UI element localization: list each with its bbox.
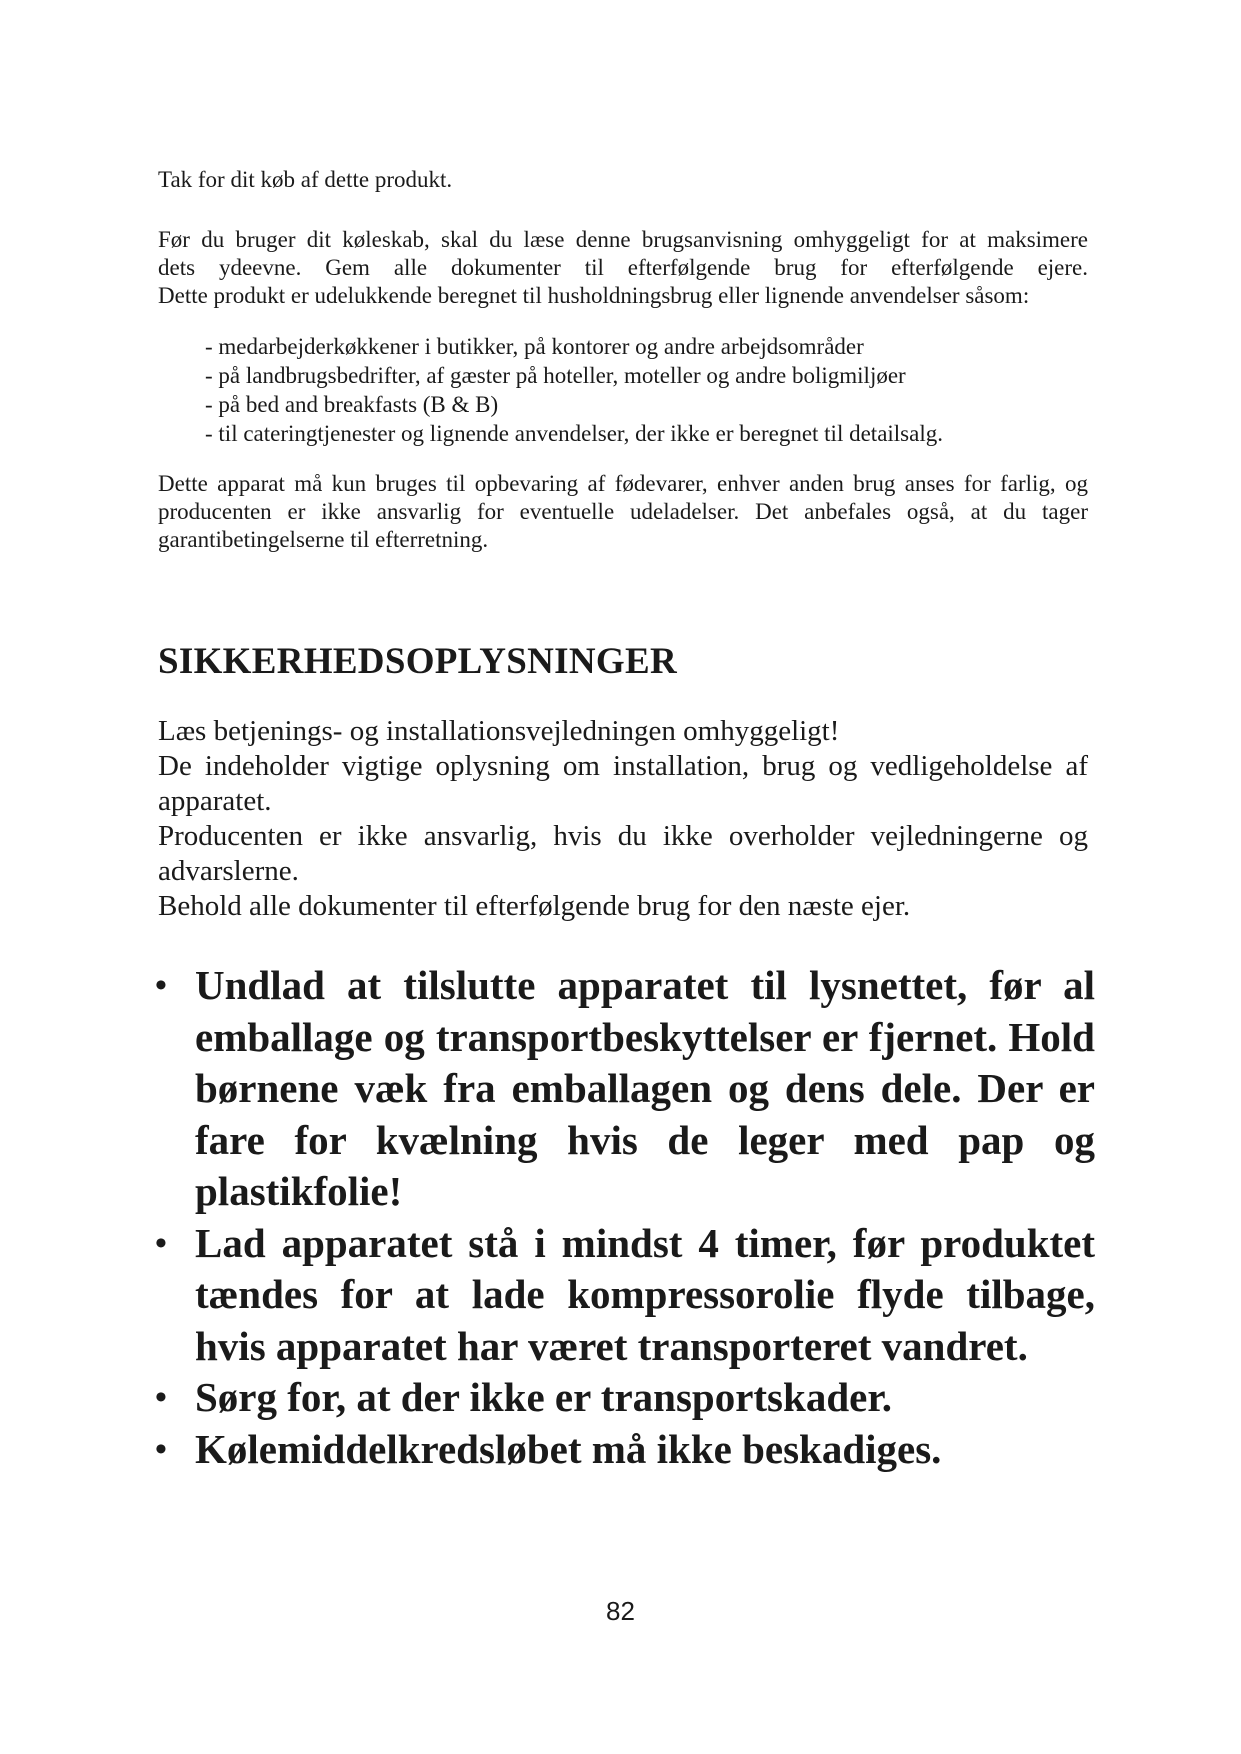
intro-line: Dette produkt er udelukkende beregnet til husholdningsbrug eller lignende anvendelser såsom: xyxy=(158,283,1030,308)
safety-paragraph: Læs betjenings- og installationsvejledningen omhyggeligt! xyxy=(158,715,840,747)
safety-bullet xyxy=(155,1424,1095,1476)
safety-bullet-text: Sørg for, at der ikke er transportskader. xyxy=(195,1374,892,1420)
bullet-icon: • xyxy=(155,1224,167,1262)
intro-paragraph xyxy=(158,226,1088,310)
safety-bullet-text: Kølemiddelkredsløbet må ikke beskadiges. xyxy=(195,1425,942,1472)
safety-paragraph: De indeholder vigtige oplysning om installation, brug og vedligeholdelse af apparatet. xyxy=(158,750,1088,817)
bullet-icon: • xyxy=(155,1379,167,1416)
page-number: 82 xyxy=(606,1596,635,1626)
usage-warning-text: Dette apparat må kun bruges til opbevaring af fødevarer, enhver anden brug anses for farlig, og producenten er ikke ansvarlig for eventuelle udeladelser. Det anbefales også, at du tager garantibetingelserne til efterretning. xyxy=(158,471,1088,552)
intended-uses-list xyxy=(205,332,1085,448)
safety-bullet xyxy=(155,1218,1095,1373)
intro-line: dets ydeevne. Gem alle dokumenter til efterfølgende brug for efterfølgende ejere. xyxy=(158,255,1088,280)
list-item: - på landbrugsbedrifter, af gæster på hoteller, moteller og andre boligmiljøer xyxy=(205,363,906,388)
safety-bullet xyxy=(155,960,1095,1218)
safety-paragraph: Behold alle dokumenter til efterfølgende brug for den næste ejer. xyxy=(158,890,911,922)
list-item: - medarbejderkøkkener i butikker, på kontorer og andre arbejdsområder xyxy=(205,334,864,359)
thanks-line: Tak for dit køb af dette produkt. xyxy=(158,167,453,192)
bullet-icon: • xyxy=(155,967,167,1004)
safety-bullet-text: Undlad at tilslutte apparatet til lysnettet, før al emballage og transportbeskyttelser er fjernet. Hold børnene væk fra emballagen og dens dele. Der er fare for kvælning hvis de leger med pap og plastikfolie! xyxy=(195,962,1095,1214)
safety-intro xyxy=(158,714,1088,924)
safety-bullet-list xyxy=(155,960,1095,1475)
list-item: - på bed and breakfasts (B & B) xyxy=(205,392,499,417)
list-item: - til cateringtjenester og lignende anvendelser, der ikke er beregnet til detailsalg. xyxy=(205,421,943,446)
safety-bullet xyxy=(155,1372,1095,1424)
usage-warning-paragraph xyxy=(158,470,1088,554)
safety-bullet-text: Lad apparatet stå i mindst 4 timer, før produktet tændes for at lade kompressorolie flyde tilbage, hvis apparatet har været transporteret vandret. xyxy=(195,1219,1095,1369)
bullet-icon: • xyxy=(155,1430,167,1468)
section-heading: SIKKERHEDSOPLYSNINGER xyxy=(158,641,677,682)
intro-line: Før du bruger dit køleskab, skal du læse denne brugsanvisning omhyggeligt for at maksimere xyxy=(158,227,1088,252)
safety-paragraph: Producenten er ikke ansvarlig, hvis du ikke overholder vejledningerne og advarslerne. xyxy=(158,820,1088,887)
